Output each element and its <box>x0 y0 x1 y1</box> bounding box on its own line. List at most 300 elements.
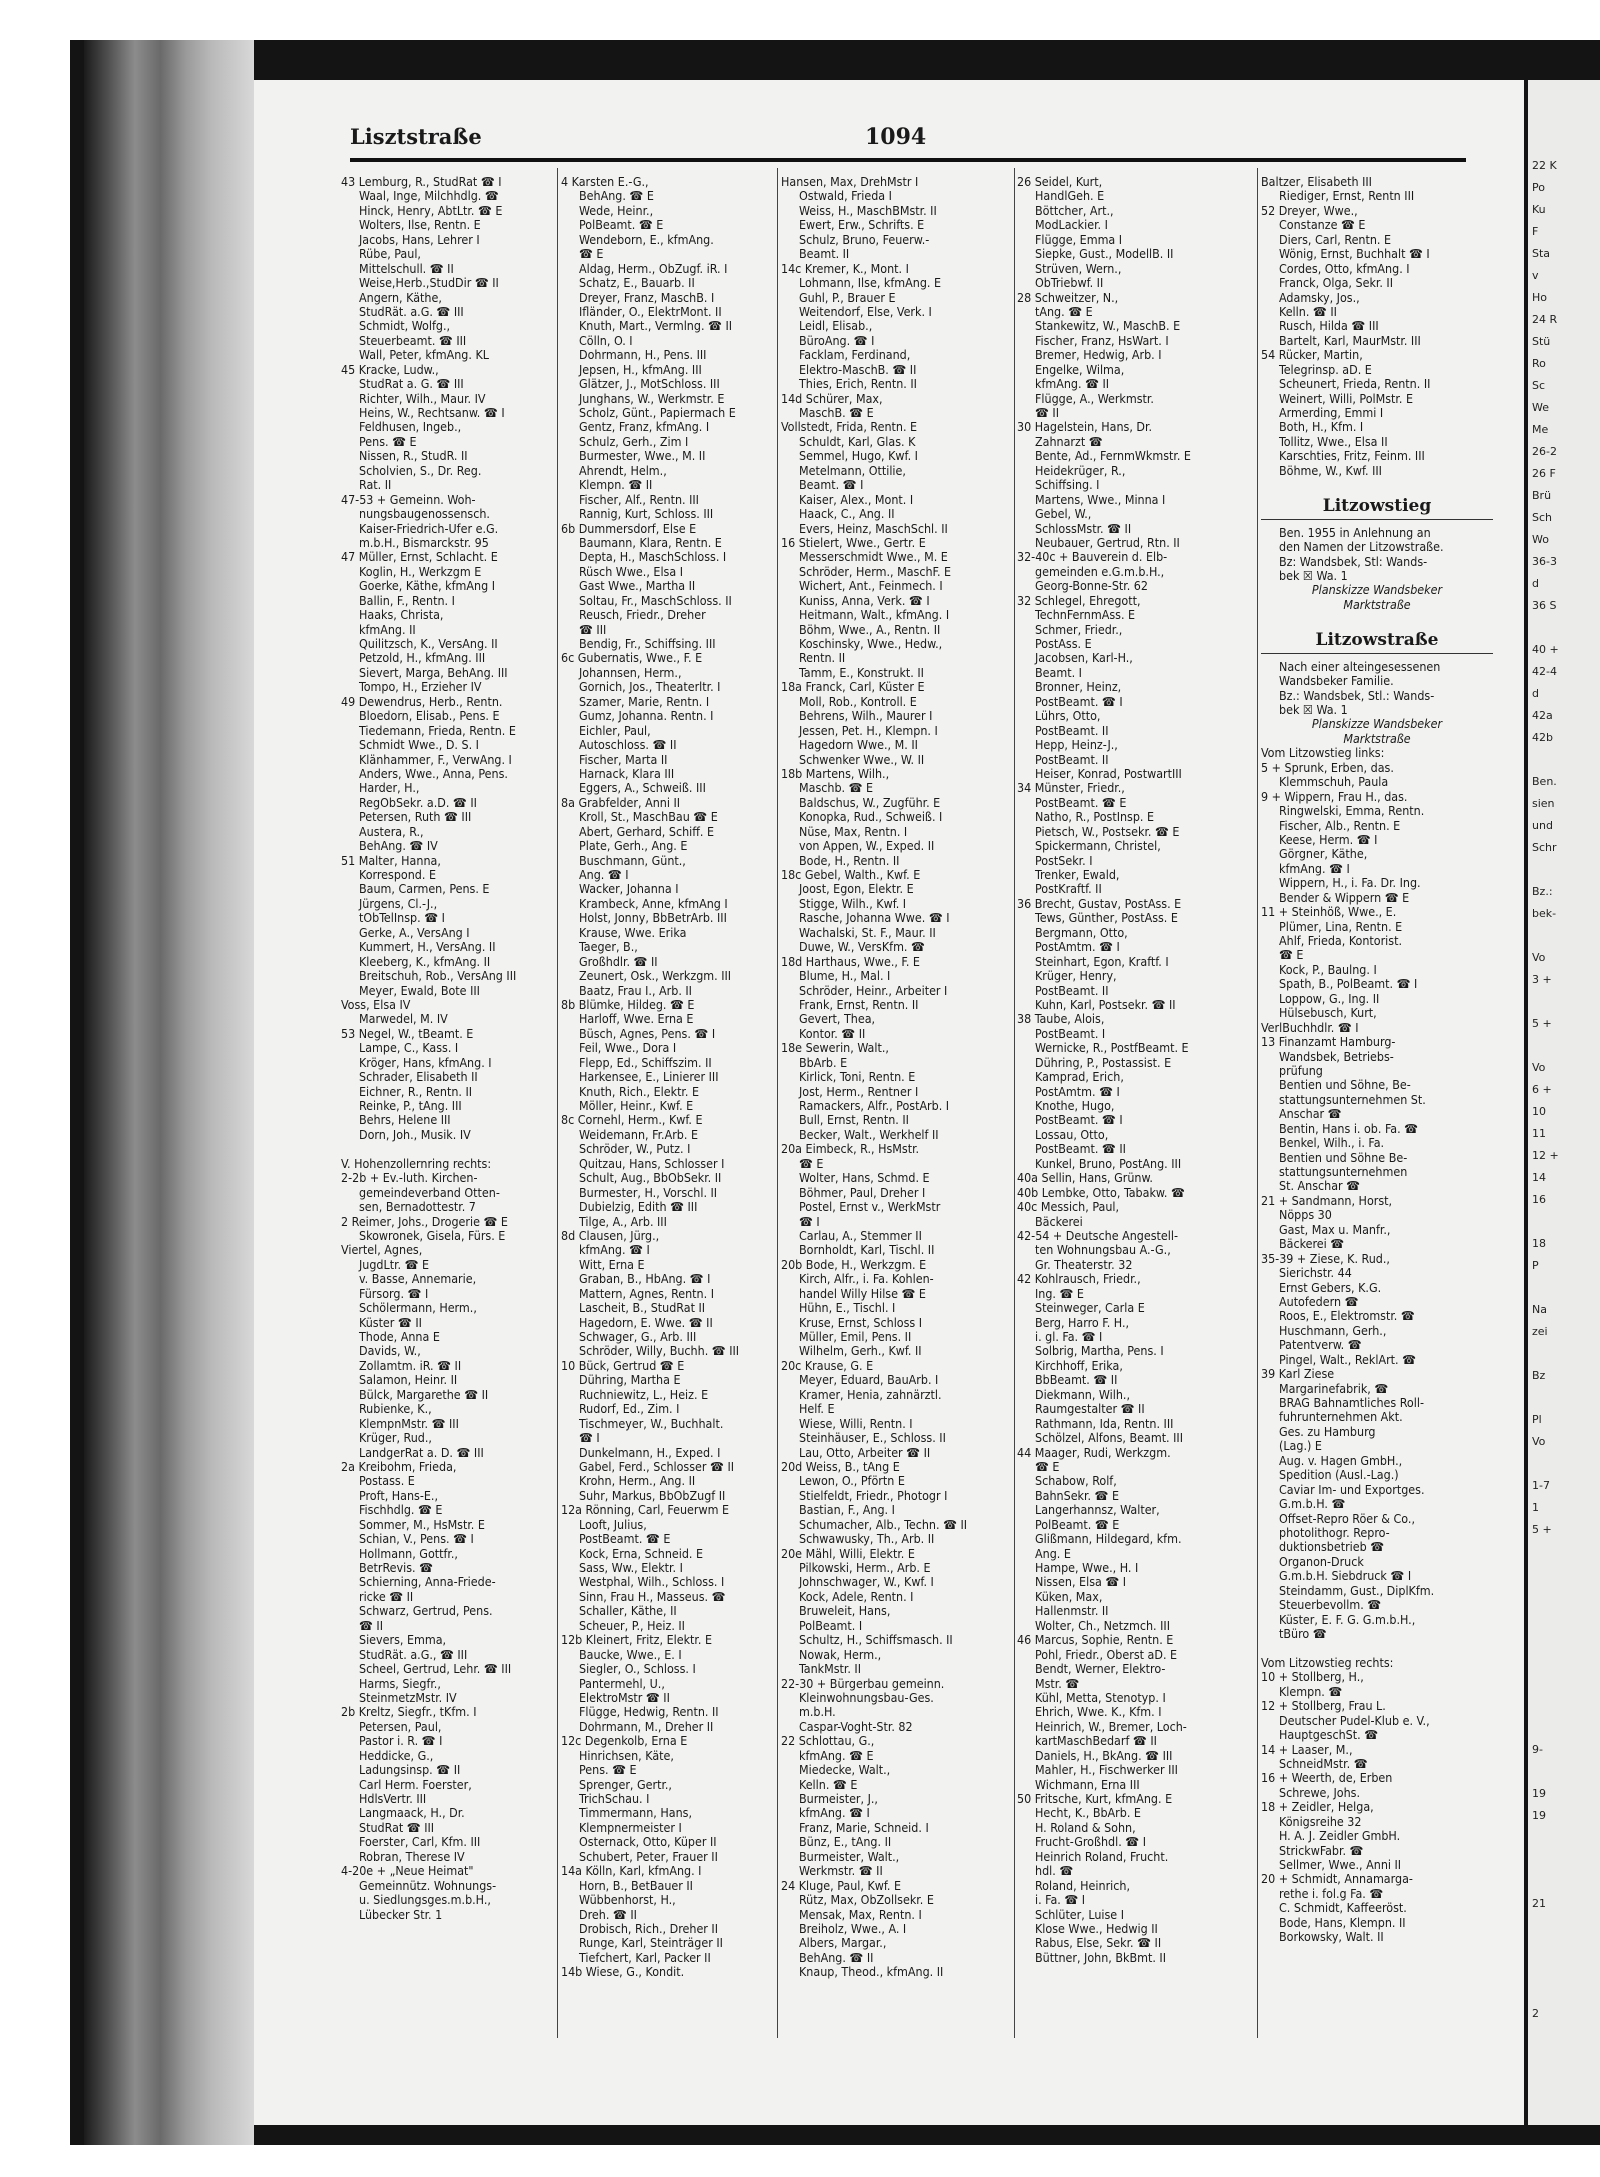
directory-entry: Kramer, Henia, zahnärztl. <box>799 1386 942 1402</box>
directory-entry: Fischer, Alb., Rentn. E <box>1279 817 1401 833</box>
directory-entry: 40b Lembke, Otto, Tabakw. ☎ <box>1017 1184 1185 1200</box>
directory-entry: Harder, H., <box>359 780 420 796</box>
directory-entry: G.m.b.H. Siebdruck ☎ I <box>1279 1568 1412 1584</box>
directory-entry: Bender & Wippern ☎ E <box>1279 889 1410 905</box>
directory-entry: 4 Karsten E.-G., <box>561 175 649 189</box>
directory-entry: Semmel, Hugo, Kwf. I <box>799 448 918 464</box>
next-page-fragment: d <box>1532 577 1539 590</box>
directory-entry: Weinert, Willi, PolMstr. E <box>1279 390 1413 406</box>
directory-entry: Lohmann, Ilse, kfmAng. E <box>799 275 942 291</box>
directory-entry: Keese, Herm. ☎ I <box>1279 831 1378 847</box>
directory-entry: SchneidMstr. ☎ <box>1279 1755 1368 1771</box>
directory-entry: StudRat a. G. ☎ III <box>359 376 464 392</box>
directory-entry: Weiss, H., MaschBMstr. II <box>799 202 937 218</box>
directory-entry: Wippern, H., i. Fa. Dr. Ing. <box>1279 875 1421 891</box>
page-number: 1094 <box>865 124 927 150</box>
directory-entry: Heddicke, G., <box>359 1747 434 1763</box>
directory-entry: Jessen, Pet. H., Klempn. I <box>799 722 938 738</box>
directory-entry: Ringwelski, Emma, Rentn. <box>1279 803 1425 819</box>
directory-entry: 18a Franck, Carl, Küster E <box>781 679 925 695</box>
directory-entry: Klose Wwe., Hedwig II <box>1035 1920 1158 1936</box>
directory-entry: Ges. zu Hamburg <box>1279 1423 1376 1439</box>
directory-entry: Diekmann, Wilh., <box>1035 1386 1130 1402</box>
next-page-fragment: v <box>1532 269 1539 282</box>
directory-entry: Riediger, Ernst, Rentn III <box>1279 188 1415 204</box>
directory-entry: Steuerbeamt. ☎ III <box>359 332 467 348</box>
directory-entry: Kock, Erna, Schneid. E <box>579 1545 704 1561</box>
next-page-fragment: Me <box>1532 423 1549 436</box>
directory-entry: kfmAng. II <box>359 621 416 637</box>
directory-entry: Gentz, Franz, kfmAng. I <box>579 419 710 435</box>
directory-entry: RegObSekr. a.D. ☎ II <box>359 794 477 810</box>
directory-entry: MaschB. ☎ E <box>799 405 874 420</box>
directory-entry: Krohn, Herm., Ang. II <box>579 1473 696 1489</box>
directory-entry: Gr. Theaterstr. 32 <box>1035 1256 1133 1272</box>
directory-entry: Vollstedt, Frida, Rentn. E <box>781 419 918 435</box>
directory-entry: Rütz, Max, ObZollsekr. E <box>799 1892 934 1908</box>
directory-entry: Wandsbeker Familie. <box>1279 673 1394 689</box>
directory-entry: Westphal, Wilh., Schloss. I <box>579 1574 725 1590</box>
directory-entry: von Appen, W., Exped. II <box>799 838 935 854</box>
directory-entry: Bendig, Fr., Schiffsing. III <box>579 636 716 651</box>
directory-entry: Jacobs, Hans, Lehrer I <box>359 231 480 247</box>
directory-entry: Stigge, Wilh., Kwf. I <box>799 895 907 911</box>
directory-entry: Knaup, Theod., kfmAng. II <box>799 1964 944 1980</box>
directory-entry: Meyer, Ewald, Bote III <box>359 982 480 998</box>
directory-entry: v. Basse, Annemarie, <box>359 1271 477 1287</box>
directory-entry: Davids, W., <box>359 1343 421 1359</box>
directory-entry: ☎ E <box>799 1155 824 1171</box>
directory-entry: Sass, Ww., Elektr. I <box>579 1560 683 1575</box>
directory-entry: Thode, Anna E <box>359 1329 440 1344</box>
directory-entry: 12a Rönning, Carl, Feuerwm E <box>561 1502 730 1518</box>
directory-entry: Moll, Rob., Kontroll. E <box>799 693 917 709</box>
directory-entry: Lau, Otto, Arbeiter ☎ II <box>799 1444 931 1460</box>
directory-entry: 14d Schürer, Max, <box>781 390 883 406</box>
directory-entry: Tiefchert, Karl, Packer II <box>579 1949 711 1965</box>
directory-entry: Görgner, Käthe, <box>1279 846 1368 862</box>
directory-column-4 <box>1017 175 1255 2040</box>
directory-entry: Küken, Max, <box>1035 1588 1103 1604</box>
directory-entry: Schröder, Willy, Buchh. ☎ III <box>579 1343 740 1359</box>
directory-entry: Scheunert, Frieda, Rentn. II <box>1279 376 1431 392</box>
next-page-fragment: 11 <box>1532 1127 1546 1140</box>
directory-entry: Georg-Bonne-Str. 62 <box>1035 578 1148 594</box>
directory-entry: Depta, H., MaschSchloss. I <box>579 549 727 565</box>
directory-entry: Horn, B., BetBauer II <box>579 1877 693 1893</box>
directory-entry: 28 Schweitzer, N., <box>1017 289 1119 305</box>
directory-entry: Konopka, Rud., Schweiß. I <box>799 809 943 825</box>
directory-entry: Roland, Heinrich, <box>1035 1877 1130 1893</box>
directory-entry: 20a Eimbeck, R., HsMstr. <box>781 1141 920 1157</box>
directory-entry: Wandsbek, Betriebs- <box>1279 1048 1394 1064</box>
directory-entry: Margarinefabrik, ☎ <box>1279 1380 1389 1396</box>
directory-entry: Schölzel, Alfons, Beamt. III <box>1035 1430 1183 1446</box>
directory-entry: Koschinsky, Wwe., Hedw., <box>799 636 943 651</box>
directory-entry: Schwarz, Gertrud, Pens. <box>359 1603 493 1619</box>
directory-entry: tObTelInsp. ☎ I <box>359 910 445 926</box>
directory-entry: Müller, Emil, Pens. II <box>799 1329 912 1344</box>
next-page-fragment: sien <box>1532 797 1555 810</box>
directory-entry: Schröder, W., Putz. I <box>579 1141 691 1157</box>
directory-entry: Roos, E., Elektromstr. ☎ <box>1279 1308 1415 1324</box>
directory-entry: TrichSchau. I <box>579 1791 650 1806</box>
directory-entry: Salamon, Heinr. II <box>359 1372 458 1388</box>
directory-entry: Behrs, Helene III <box>359 1112 451 1128</box>
directory-entry: Vom Litzowstieg rechts: <box>1261 1654 1394 1670</box>
directory-entry: 8b Blümke, Hildeg. ☎ E <box>561 996 695 1012</box>
next-page-fragment <box>1528 752 1600 774</box>
next-page-fragment <box>1528 1346 1600 1368</box>
directory-entry: Schian, V., Pens. ☎ I <box>359 1531 474 1547</box>
directory-entry: fuhrunternehmen Akt. <box>1279 1409 1403 1425</box>
directory-entry: Fischer, Alf., Rentn. III <box>579 491 699 507</box>
directory-entry: Postass. E <box>359 1473 415 1489</box>
directory-entry: Hülsebusch, Kurt, <box>1279 1005 1377 1021</box>
directory-entry: 49 Dewendrus, Herb., Rentn. <box>341 693 503 709</box>
next-page-fragment: zei <box>1532 1325 1548 1338</box>
directory-entry: Bentien und Söhne, Be- <box>1279 1077 1411 1093</box>
directory-entry: Gast Wwe., Martha II <box>579 578 696 594</box>
directory-entry: Gerke, A., VersAng I <box>359 924 470 940</box>
directory-entry: Burmester, Wwe., M. II <box>579 448 706 464</box>
next-page-fragment: 21 <box>1532 1897 1546 1910</box>
directory-entry: Wolter, Ch., Netzmch. III <box>1035 1617 1170 1633</box>
directory-entry: den Namen der Litzowstraße. <box>1279 539 1444 555</box>
directory-entry: Trenker, Ewald, <box>1035 867 1120 882</box>
directory-entry: BahnSekr. ☎ E <box>1035 1487 1119 1503</box>
street-title: Lisztstraße <box>350 124 482 149</box>
next-page-fragment: 14 <box>1532 1171 1546 1184</box>
directory-entry: Großhdlr. ☎ II <box>579 953 658 969</box>
directory-entry: ElektroMstr ☎ II <box>579 1689 670 1705</box>
directory-entry: Johannsen, Herm., <box>579 664 682 680</box>
directory-entry: Haaks, Christa, <box>359 607 444 623</box>
next-page-fragment: bek- <box>1532 907 1557 920</box>
directory-entry: Böhmer, Paul, Dreher I <box>799 1184 926 1200</box>
directory-entry: BetrRevis. ☎ <box>359 1560 433 1575</box>
directory-entry: Stielfeldt, Friedr., Photogr I <box>799 1487 948 1503</box>
directory-entry: Nissen, R., StudR. II <box>359 448 468 464</box>
directory-entry: Rathmann, Ida, Rentn. III <box>1035 1415 1174 1431</box>
directory-entry: Richter, Wilh., Maur. IV <box>359 390 486 406</box>
directory-entry: Suhr, Markus, BbObZugf II <box>579 1487 726 1503</box>
directory-entry: 38 Taube, Alois, <box>1017 1011 1105 1027</box>
directory-entry: Petersen, Ruth ☎ III <box>359 809 472 825</box>
directory-entry: Hansen, Max, DrehMstr I <box>781 175 919 189</box>
directory-entry: Kirlick, Toni, Rentn. E <box>799 1069 916 1085</box>
directory-entry: Weidemann, Fr.Arb. E <box>579 1126 698 1142</box>
directory-entry: Waal, Inge, Milchhdlg. ☎ <box>359 188 499 204</box>
directory-entry: Wernicke, R., PostfBeamt. E <box>1035 1040 1189 1056</box>
directory-entry: m.b.H. <box>799 1704 836 1720</box>
directory-entry: Cordes, Otto, kfmAng. I <box>1279 260 1410 276</box>
directory-entry: Eichler, Paul, <box>579 722 651 738</box>
directory-entry: Rannig, Kurt, Schloss. III <box>579 506 714 522</box>
directory-entry: Robran, Therese IV <box>359 1848 465 1864</box>
directory-entry: 42-54 + Deutsche Angestell- <box>1017 1227 1178 1243</box>
directory-entry: VerlBuchhdlr. ☎ I <box>1261 1019 1359 1035</box>
directory-entry: Gemeinnütz. Wohnungs- <box>359 1877 497 1893</box>
directory-entry: Beamt. ☎ I <box>799 477 864 493</box>
page-header <box>350 118 1466 162</box>
directory-entry: Bentien und Söhne Be- <box>1279 1149 1408 1165</box>
directory-entry: Kamprad, Erich, <box>1035 1069 1124 1085</box>
directory-column-1 <box>341 175 553 2040</box>
directory-entry: Harloff, Wwe. Erna E <box>579 1011 694 1027</box>
directory-entry: Reusch, Friedr., Dreher <box>579 607 706 623</box>
next-page-fragment: 42a <box>1532 709 1553 722</box>
directory-entry: Burmeister, J., <box>799 1791 878 1806</box>
directory-entry: Ahrendt, Helm., <box>579 462 667 478</box>
directory-entry: bek ☒ Wa. 1 <box>1279 702 1348 717</box>
directory-entry: Dorn, Joh., Musik. IV <box>359 1126 471 1142</box>
directory-entry: H. Roland & Sohn, <box>1035 1819 1136 1835</box>
directory-entry: Steinweger, Carla E <box>1035 1300 1145 1316</box>
directory-entry: 43 Lemburg, R., StudRat ☎ I <box>341 175 502 189</box>
directory-entry: Mittelschull. ☎ II <box>359 260 454 276</box>
directory-entry: Postel, Ernst v., WerkMstr <box>799 1199 941 1215</box>
directory-entry: Sprenger, Gertr., <box>579 1776 672 1792</box>
directory-entry: Autoschloss. ☎ II <box>579 737 677 753</box>
directory-entry: Gebel, W., <box>1035 506 1092 522</box>
directory-entry: 14b Wiese, G., Kondit. <box>561 1964 685 1980</box>
directory-entry: 14a Kölln, Karl, kfmAng. I <box>561 1863 702 1879</box>
directory-entry: Nach einer alteingesessenen <box>1279 658 1441 674</box>
directory-entry: Zollamtm. iR. ☎ II <box>359 1357 462 1373</box>
directory-entry: Evers, Heinz, MaschSchl. II <box>799 520 948 536</box>
next-page-fragment <box>1528 1632 1600 1654</box>
directory-entry: Loppow, G., Ing. II <box>1279 990 1380 1006</box>
directory-entry: u. Siedlungsges.m.b.H., <box>359 1892 491 1908</box>
directory-entry: m.b.H., Bismarckstr. 95 <box>359 534 489 550</box>
next-page-fragment <box>1528 1610 1600 1632</box>
next-page-fragment: Vo <box>1532 1435 1546 1448</box>
directory-entry: Feldhusen, Ingeb., <box>359 419 462 435</box>
directory-entry: HandlGeh. E <box>1035 188 1105 204</box>
directory-entry: Ahlf, Frieda, Kontorist. <box>1279 933 1402 948</box>
directory-entry: Schrewe, Johs. <box>1279 1784 1361 1800</box>
directory-entry: Eichner, R., Rentn. II <box>359 1083 473 1099</box>
directory-entry: Dubielzig, Edith ☎ III <box>579 1199 698 1215</box>
next-page-fragment <box>1528 1918 1600 1940</box>
directory-entry: TechnFernmAss. E <box>1035 607 1136 623</box>
next-page-fragment: 36-3 <box>1532 555 1557 568</box>
directory-entry: Spickermann, Christel, <box>1035 838 1161 854</box>
directory-entry: 18b Martens, Wilh., <box>781 765 890 781</box>
directory-entry: Hepp, Heinz-J., <box>1035 737 1118 753</box>
directory-entry: ☎ III <box>579 621 607 637</box>
directory-entry: KlempnMstr. ☎ III <box>359 1415 459 1431</box>
next-page-fragment <box>1528 994 1600 1016</box>
directory-entry: 45 Kracke, Ludw., <box>341 361 439 377</box>
directory-entry: Ruchniewitz, L., Heiz. E <box>579 1386 709 1402</box>
next-page-fragment: 16 <box>1532 1193 1546 1206</box>
directory-entry: Rusch, Hilda ☎ III <box>1279 318 1379 334</box>
directory-entry: Rat. II <box>359 477 392 493</box>
directory-entry: Flügge, A., Werkmstr. <box>1035 390 1154 406</box>
directory-entry: Pilkowski, Herm., Arb. E <box>799 1560 931 1575</box>
directory-entry: JugdLtr. ☎ E <box>359 1256 430 1272</box>
directory-entry: Gumz, Johanna. Rentn. I <box>579 708 714 724</box>
directory-entry: 51 Malter, Hanna, <box>341 852 441 868</box>
next-page-fragment: 10 <box>1532 1105 1546 1118</box>
directory-entry: 50 Fritsche, Kurt, kfmAng. E <box>1017 1791 1173 1806</box>
directory-entry: Küster ☎ II <box>359 1314 422 1330</box>
directory-entry: Schierning, Anna-Friede- <box>359 1574 496 1590</box>
directory-entry: stattungsunternehmen <box>1279 1164 1408 1179</box>
next-page-fragment <box>1528 620 1600 642</box>
directory-entry: Junghans, W., Werkmstr. E <box>579 390 725 406</box>
next-page-fragment: 19 <box>1532 1787 1546 1800</box>
next-page-fragment: F <box>1532 225 1539 238</box>
directory-entry: Gevert, Thea, <box>799 1011 876 1027</box>
directory-entry: Caspar-Voght-Str. 82 <box>799 1718 913 1734</box>
directory-entry: Ang. ☎ I <box>579 867 629 882</box>
directory-entry: TankMstr. II <box>799 1661 861 1677</box>
directory-entry: Voss, Elsa IV <box>341 996 411 1012</box>
directory-entry: Tews, Günther, PostAss. E <box>1035 910 1178 926</box>
directory-entry: Bendt, Werner, Elektro- <box>1035 1661 1166 1677</box>
next-page-fragment: 22 K <box>1532 159 1557 172</box>
directory-entry: Facklam, Ferdinand, <box>799 347 911 363</box>
directory-entry: kartMaschBedarf ☎ II <box>1035 1733 1157 1749</box>
directory-entry: Heitmann, Walt., kfmAng. I <box>799 607 950 623</box>
directory-entry: Plümer, Lina, Rentn. E <box>1279 918 1403 934</box>
directory-entry: PostBeamt. II <box>1035 751 1109 767</box>
directory-entry: 2a Kreibohm, Frieda, <box>341 1458 457 1474</box>
directory-entry: Schaller, Käthe, II <box>579 1603 677 1619</box>
directory-entry: ☎ E <box>1035 1458 1060 1474</box>
directory-entry: Wönig, Ernst, Buchhalt ☎ I <box>1279 246 1430 262</box>
directory-entry <box>341 1142 553 1156</box>
directory-entry: Flügge, Emma I <box>1035 231 1123 247</box>
directory-entry: Plate, Gerh., Ang. E <box>579 838 688 854</box>
directory-entry: 18 + Zeidler, Helga, <box>1261 1799 1374 1815</box>
directory-entry: Glißmann, Hildegard, kfm. <box>1035 1531 1182 1547</box>
directory-entry: Neubauer, Gertrud, Rtn. II <box>1035 534 1180 550</box>
directory-entry: Kroll, St., MaschBau ☎ E <box>579 809 718 825</box>
directory-entry: PostBeamt. I <box>1035 1025 1106 1041</box>
directory-entry: Quilitzsch, K., VersAng. II <box>359 636 498 651</box>
directory-entry: Rübe, Paul, <box>359 246 421 262</box>
directory-entry: Ing. ☎ E <box>1035 1285 1084 1301</box>
directory-entry: Pens. ☎ E <box>359 433 417 449</box>
directory-entry: 39 Karl Ziese <box>1261 1366 1335 1382</box>
column-rule <box>1257 168 1258 2038</box>
directory-entry: Schölermann, Herm., <box>359 1300 477 1316</box>
directory-entry: Meyer, Eduard, BauArb. I <box>799 1372 939 1388</box>
directory-entry: 20d Weiss, B., tAng E <box>781 1458 900 1474</box>
directory-entry: Marwedel, M. IV <box>359 1011 448 1027</box>
directory-entry: Schulz, Bruno, Feuerw.- <box>799 231 930 247</box>
directory-entry: stattungsunternehmen St. <box>1279 1091 1426 1107</box>
directory-entry: Frucht-Großhdl. ☎ I <box>1035 1834 1147 1850</box>
directory-entry: Wolter, Hans, Schmd. E <box>799 1170 930 1186</box>
next-page-fragment: 5 + <box>1532 1017 1552 1030</box>
directory-entry: ModLackier. I <box>1035 217 1108 233</box>
next-page-fragment: 42-4 <box>1532 665 1557 678</box>
directory-entry: Rudorf, Ed., Zim. I <box>579 1401 680 1417</box>
next-page-fragment: 40 + <box>1532 643 1559 656</box>
next-page-fragment: Sta <box>1532 247 1551 260</box>
directory-entry: kfmAng. ☎ E <box>799 1747 874 1763</box>
directory-entry: Bremer, Hedwig, Arb. I <box>1035 347 1162 363</box>
directory-entry: Knothe, Hugo, <box>1035 1098 1115 1113</box>
directory-entry: Skowronek, Gisela, Fürs. E <box>359 1227 506 1243</box>
directory-entry: Baldschus, W., Zugführ. E <box>799 794 941 810</box>
directory-entry: Jepsen, H., kfmAng. III <box>579 361 702 377</box>
directory-entry: BüroAng. ☎ I <box>799 332 875 348</box>
directory-entry: Bloedorn, Elisab., Pens. E <box>359 708 500 724</box>
directory-entry: 2b Kreltz, Siegfr., tKfm. I <box>341 1704 477 1720</box>
directory-entry: Hagedorn Wwe., M. II <box>799 737 918 753</box>
directory-entry: Runge, Karl, Steinträger II <box>579 1935 723 1951</box>
directory-entry: kfmAng. ☎ I <box>579 1242 650 1258</box>
directory-entry: BRAG Bahnamtliches Roll- <box>1279 1395 1424 1410</box>
next-page-fragment <box>1528 1038 1600 1060</box>
directory-entry: Böhme, W., Kwf. III <box>1279 462 1382 478</box>
directory-entry: Szamer, Marie, Rentn. I <box>579 693 710 709</box>
street-heading: Litzowstraße <box>1261 627 1493 654</box>
next-page-fragment: 3 + <box>1532 973 1552 986</box>
directory-entry: tBüro ☎ <box>1279 1626 1327 1641</box>
directory-entry: Soltau, Fr., MaschSchloss. II <box>579 592 732 608</box>
directory-entry: StudRät. a.G. ☎ III <box>359 303 464 319</box>
directory-entry: Bente, Ad., FernmWkmstr. E <box>1035 448 1191 464</box>
next-page-fragment <box>1528 1698 1600 1720</box>
directory-entry: Gast, Max u. Manfr., <box>1279 1221 1391 1237</box>
directory-entry: Sievert, Marga, BehAng. III <box>359 664 508 680</box>
directory-entry: Korrespond. E <box>359 867 437 882</box>
directory-entry: Thies, Erich, Rentn. II <box>799 376 917 392</box>
next-page-fragment: 5 + <box>1532 1523 1552 1536</box>
directory-entry: PolBeamt. ☎ E <box>579 217 664 233</box>
next-page-fragment <box>1528 1764 1600 1786</box>
directory-entry: Zahnarzt ☎ <box>1035 433 1103 449</box>
next-page-fragment: Po <box>1532 181 1545 194</box>
directory-entry: Haack, C., Ang. II <box>799 506 895 522</box>
directory-entry: Knuth, Mart., Vermlng. ☎ II <box>579 318 733 334</box>
directory-entry: 10 Bück, Gertrud ☎ E <box>561 1357 685 1373</box>
directory-entry: Stankewitz, W., MaschB. E <box>1035 318 1181 334</box>
directory-entry: Tilge, A., Arb. III <box>579 1213 667 1229</box>
directory-entry: Witt, Erna E <box>579 1256 645 1272</box>
directory-entry: Natho, R., PostInsp. E <box>1035 809 1155 825</box>
directory-entry: Schrader, Elisabeth II <box>359 1069 478 1085</box>
directory-entry: Krüger, Rud., <box>359 1430 432 1446</box>
directory-entry: Bäckerei <box>1035 1213 1083 1229</box>
directory-entry: 9 + Wippern, Frau H., das. <box>1261 788 1408 804</box>
directory-entry: Rasche, Johanna Wwe. ☎ I <box>799 910 950 926</box>
directory-entry: Dreh. ☎ II <box>579 1906 637 1922</box>
directory-entry: Heidekrüger, R., <box>1035 462 1126 478</box>
next-page-fragment: Ben. <box>1532 775 1557 788</box>
directory-entry: 42 Kohlrausch, Friedr., <box>1017 1271 1141 1287</box>
directory-entry: Ernst Gebers, K.G. <box>1279 1279 1382 1295</box>
directory-entry: Bastian, F., Ang. I <box>799 1502 895 1518</box>
directory-entry: Tamm, E., Konstrukt. II <box>799 664 924 680</box>
directory-entry: Lewon, O., Pförtn E <box>799 1473 905 1489</box>
next-page-fragment: d <box>1532 687 1539 700</box>
directory-entry: Strüven, Wern., <box>1035 260 1122 276</box>
directory-entry: Abert, Gerhard, Schiff. E <box>579 823 715 839</box>
next-page-fragment: 18 <box>1532 1237 1546 1250</box>
directory-entry: Behrens, Wilh., Maurer I <box>799 708 933 724</box>
directory-entry: Berg, Harro F. H., <box>1035 1314 1130 1330</box>
directory-entry: Anders, Wwe., Anna, Pens. <box>359 765 508 781</box>
directory-entry: PostBeamt. ☎ II <box>1035 1141 1126 1157</box>
